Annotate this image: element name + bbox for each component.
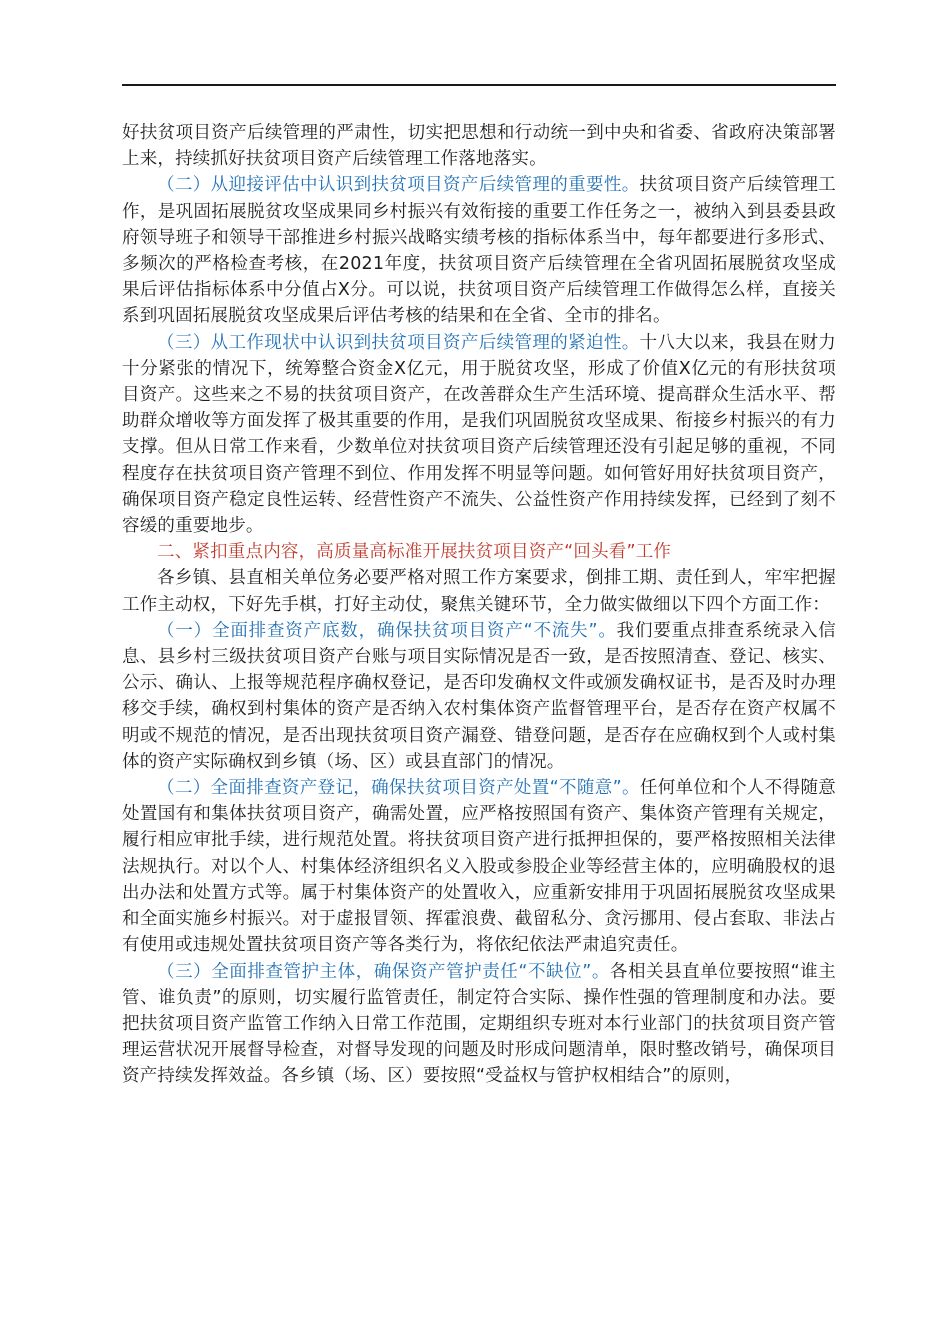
paragraph: [122, 330, 836, 540]
subheading: （一）全面排查资产底数，确保扶贫项目资产“不流失”。: [157, 620, 617, 641]
paragraph: [122, 618, 836, 775]
section-heading: 二、紧扣重点内容，高质量高标准开展扶贫项目资产“回头看”工作: [157, 542, 672, 563]
paragraph: [122, 120, 836, 172]
paragraph: [122, 565, 836, 617]
document-body: [122, 120, 836, 1090]
paragraph-text: 各相关县直单位要按照“谁主管、谁负责”的原则，切实履行监管责任，制定符合实际、操作性强的管理制度和办法。要把扶贫项目资产监管工作纳入日常工作范围，定期组织专班对本行业部门的扶贫项目资产管理运营状况开展督导检查，对督导发现的问题及时形成问题清单，限时整改销号，确保项目资产持续发挥效益。各乡镇（场、区）要按照“受益权与管护权相结合”的原则，: [122, 961, 836, 1087]
paragraph-text: 我们要重点排查系统录入信息、县乡村三级扶贫项目资产台账与项目实际情况是否一致，是否按照清查、登记、核实、公示、确认、上报等规范程序确权登记，是否印发确权文件或颁发确权证书，是否及时办理移交手续，确权到村集体的资产是否纳入农村集体资产监督管理平台，是否存在资产权属不明或不规范的情况，是否出现扶贫项目资产漏登、错登问题，是否存在应确权到个人或村集体的资产实际确权到乡镇（场、区）或县直部门的情况。: [122, 620, 836, 772]
paragraph-text: 任何单位和个人不得随意处置国有和集体扶贫项目资产，确需处置，应严格按照国有资产、集体资产管理有关规定，履行相应审批手续，进行规范处置。将扶贫项目资产进行抵押担保的，要严格按照相关法律法规执行。对以个人、村集体经济组织名义入股或参股企业等经营主体的，应明确股权的退出办法和处置方式等。属于村集体资产的处置收入，应重新安排用于巩固拓展脱贫攻坚成果和全面实施乡村振兴。对于虚报冒领、挥霍浪费、截留私分、贪污挪用、侵占套取、非法占有使用或违规处置扶贫项目资产等各类行为，将依纪依法严肃追究责任。: [122, 778, 837, 956]
subheading: （二）从迎接评估中认识到扶贫项目资产后续管理的重要性。: [157, 175, 640, 196]
header-rule: [122, 84, 836, 86]
paragraph-text: 扶贫项目资产后续管理工作，是巩固拓展脱贫攻坚成果同乡村振兴有效衔接的重要工作任务之一，被纳入到县委县政府领导班子和领导干部推进乡村振兴战略实绩考核的指标体系当中，每年都要进行多形式、多频次的严格检查考核，在2021年度，扶贫项目资产后续管理在全省巩固拓展脱贫攻坚成果后评估指标体系中分值占X分。可以说，扶贫项目资产后续管理工作做得怎么样，直接关系到巩固拓展脱贫攻坚成果后评估考核的结果和在全省、全市的排名。: [122, 175, 836, 327]
paragraph: [122, 172, 836, 329]
paragraph: [122, 959, 836, 1090]
paragraph-text: 好扶贫项目资产后续管理的严肃性，切实把思想和行动统一到中央和省委、省政府决策部署上来，持续抓好扶贫项目资产后续管理工作落地落实。: [122, 123, 836, 170]
subheading: （二）全面排查资产登记，确保扶贫项目资产处置“不随意”。: [157, 778, 640, 799]
subheading: （三）从工作现状中认识到扶贫项目资产后续管理的紧迫性。: [157, 332, 640, 353]
paragraph-text: 十八大以来，我县在财力十分紧张的情况下，统筹整合资金X亿元，用于脱贫攻坚，形成了价值X亿元的有形扶贫项目资产。这些来之不易的扶贫项目资产，在改善群众生产生活环境、提高群众生活水平、帮助群众增收等方面发挥了极其重要的作用，是我们巩固脱贫攻坚成果、衔接乡村振兴的有力支撑。但从日常工作来看，少数单位对扶贫项目资产后续管理还没有引起足够的重视，不同程度存在扶贫项目资产管理不到位、作用发挥不明显等问题。如何管好用好扶贫项目资产，确保项目资产稳定良性运转、经营性资产不流失、公益性资产作用持续发挥，已经到了刻不容缓的重要地步。: [122, 332, 836, 537]
subheading: （三）全面排查管护主体，确保资产管护责任“不缺位”。: [157, 961, 610, 982]
paragraph: [122, 775, 836, 958]
paragraph-text: 各乡镇、县直相关单位务必要严格对照工作方案要求，倒排工期、责任到人，牢牢把握工作主动权，下好先手棋，打好主动仗，聚焦关键环节，全力做实做细以下四个方面工作：: [122, 568, 836, 615]
paragraph: [122, 539, 836, 565]
